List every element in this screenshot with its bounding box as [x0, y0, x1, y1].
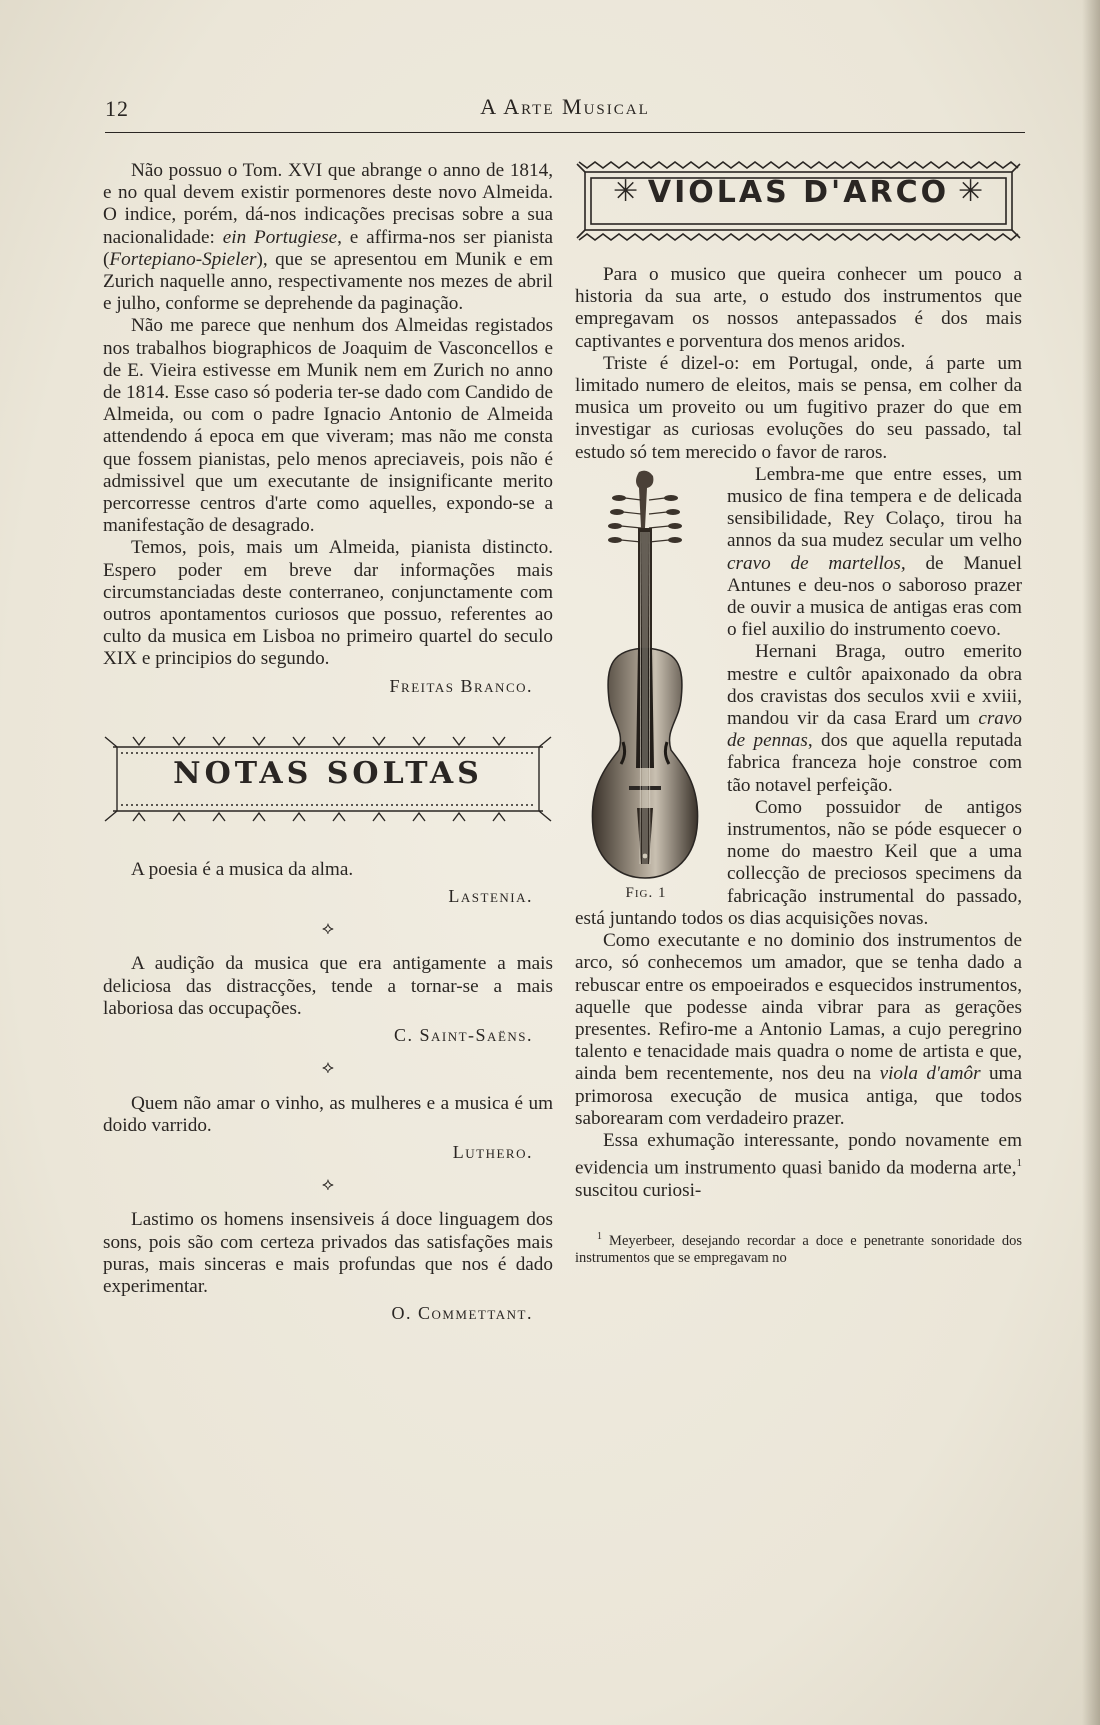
italic-run: Fortepiano-Spieler	[109, 248, 257, 270]
figure-viola	[575, 468, 717, 906]
running-title: A Arte Musical	[480, 94, 650, 119]
notas-soltas-banner	[103, 733, 553, 825]
italic-run: cravo de martellos,	[727, 552, 906, 574]
italic-run: cravo de pennas	[727, 708, 1022, 752]
text-run: de Manuel Antunes e deu-nos o saboroso prazer de ouvir a musica de antigas eras com o fiel auxilio do instrumento coevo.	[727, 552, 1022, 641]
diamond-separator-icon: ⟡	[322, 918, 334, 939]
banner-title: VIOLAS D'ARCO	[647, 175, 950, 210]
quote-list	[103, 859, 553, 1324]
diamond-separator-icon: ⟡	[322, 1057, 334, 1078]
quote-text: A audição da musica que era antigamente a mais deliciosa das distracções, tende a tornar-se a mais laboriosa das occupações.	[103, 953, 553, 1019]
page-edge-shadow	[1082, 0, 1100, 1725]
text-run: , dos que aquella reputada fabrica franceza hoje constroe com tão notavel perfeição.	[727, 730, 1023, 796]
text-run: Hernani Braga, outro emerito mestre e cultôr apaixonado da obra dos cravistas dos seculos xvii e xviii, mandou vir da casa Erard um	[727, 641, 1022, 730]
footnote	[575, 1228, 1022, 1267]
quote-author: Lastenia.	[448, 886, 533, 907]
viola-da-gamba-illustration-icon	[575, 468, 717, 906]
italic-run: viola d'amôr	[879, 1063, 981, 1085]
quote-text: Quem não amar o vinho, as mulheres e a musica é um doido varrido.	[103, 1092, 553, 1136]
quote-author: O. Commettant.	[391, 1303, 533, 1324]
italic-run: ein Portugiese	[222, 226, 338, 248]
text-run: uma primorosa execução de musica antiga, que todos saborearam com verdadeiro prazer.	[575, 1063, 1022, 1129]
paragraph	[575, 930, 1022, 1130]
footnote-mark: 1	[597, 1230, 602, 1242]
asterisk-ornament-icon: ✳	[613, 174, 639, 209]
quote-text: A poesia é a musica da alma.	[131, 858, 354, 880]
footnote-reference: 1	[1016, 1157, 1022, 1170]
text-run: ), que se apresentou em Munik e em Zurich naquelle anno, respectivamente nos mezes de abril e julho, conforme se deprehende da paginação.	[103, 248, 553, 315]
text-run: Como executante e no dominio dos instrumentos de arco, só conhecemos um amador, que se tenha dado a rebuscar entre os empoeirados e esquecidos instrumentos, aquelle que podesse ainda vibrar para as gerações presentes. Refiro-me a Antonio Lamas, a cujo peregrino talento e tenacidade mais quadra o nome de artista e que, ainda bem recentemente, nos deu na	[575, 930, 1022, 1085]
quote-author: Luthero.	[452, 1141, 533, 1162]
paragraph: Como possuidor de antigos instrumentos, não se póde esquecer o nome do maestro Keil que a uma collecção de preciosos specimens da fabricação instrumental do passado, está juntando todos os dias acquisições novas.	[575, 796, 1022, 929]
quote-text: Lastimo os homens insensiveis á doce linguagem dos sons, pois são com certeza privados das satisfações mais puras, mais sinceras e mais profundas que nos é dado experimentar.	[103, 1209, 553, 1297]
page-number: 12	[105, 96, 129, 121]
figure-caption: Fig. 1	[625, 884, 667, 901]
text-run: , e affirma-nos ser pianista (	[103, 226, 554, 270]
paragraph	[575, 1130, 1022, 1202]
paragraph: Não me parece que nenhum dos Almeidas registados nos trabalhos biographicos de Joaquim de Vasconcellos e de E. Vieira estivesse em Munik nem em Zurich no anno de 1814. Esse caso só poderia ter-se dado com Candido de Almeida, ou com o padre Ignacio Antonio de Almeida attendendo á epoca em que viveram; mas não me consta que fossem pianistas, pelo menos apreciaveis, pois não é admissivel que um executante de insignificante merito percorresse centros d'arte como aquelles, expondo-se a manifestação de desagrado.	[103, 315, 553, 537]
paragraph: Para o musico que queira conhecer um pouco a historia da sua arte, o estudo dos instrumentos que empregavam os nossos antepassados é dos mais captivantes e porventura dos menos aridos.	[575, 264, 1022, 352]
text-run: Lembra-me que entre esses, um musico de fina tempera e de delicada sensibilidade, Rey Colaço, tirou ha annos da sua mudez secular um velho	[727, 463, 1022, 552]
text-run: Essa exhumação interessante, pondo novamente em evidencia um instrumento quasi banido da moderna arte,	[575, 1129, 1022, 1179]
diamond-separator-icon: ⟡	[322, 1174, 334, 1195]
footnote-text: Meyerbeer, desejando recordar a doce e penetrante sonoridade dos instrumentos que se empregavam no	[575, 1232, 1022, 1266]
text-run: suscitou curiosi-	[575, 1179, 702, 1201]
violas-darco-banner	[575, 160, 1022, 242]
text-run: Não possuo o Tom. XVI que abrange o anno de 1814, e no qual devem existir pormenores deste novo Almeida. O indice, porém, dá-nos indicações precisas sobre a sua nacionalidade:	[103, 160, 553, 248]
signature: Freitas Branco.	[389, 675, 533, 696]
left-column	[103, 160, 553, 1324]
page-header	[105, 92, 1025, 126]
paragraph: Triste é dizel-o: em Portugal, onde, á parte um limitado numero de eleitos, mais se pensa, em colher da musica um proveito ou um fugitivo prazer do que em investigar as curiosas evoluções do seu passado, tal estudo só tem merecido o favor de raros.	[575, 352, 1022, 463]
banner-title: NOTAS SOLTAS	[173, 755, 483, 791]
header-rule	[105, 132, 1025, 133]
paragraph	[103, 160, 553, 315]
paragraph: Temos, pois, mais um Almeida, pianista distincto. Espero poder em breve dar informações mais circumstanciadas deste conterraneo, conjunctamente com outros apontamentos curiosos que possuo, referentes ao culto da musica em Lisboa no primeiro quartel do seculo XIX e principios do segundo.	[103, 537, 553, 670]
right-column	[575, 160, 1022, 1267]
quote-author: C. Saint-Saëns.	[393, 1025, 533, 1046]
asterisk-ornament-icon: ✳	[958, 174, 984, 209]
